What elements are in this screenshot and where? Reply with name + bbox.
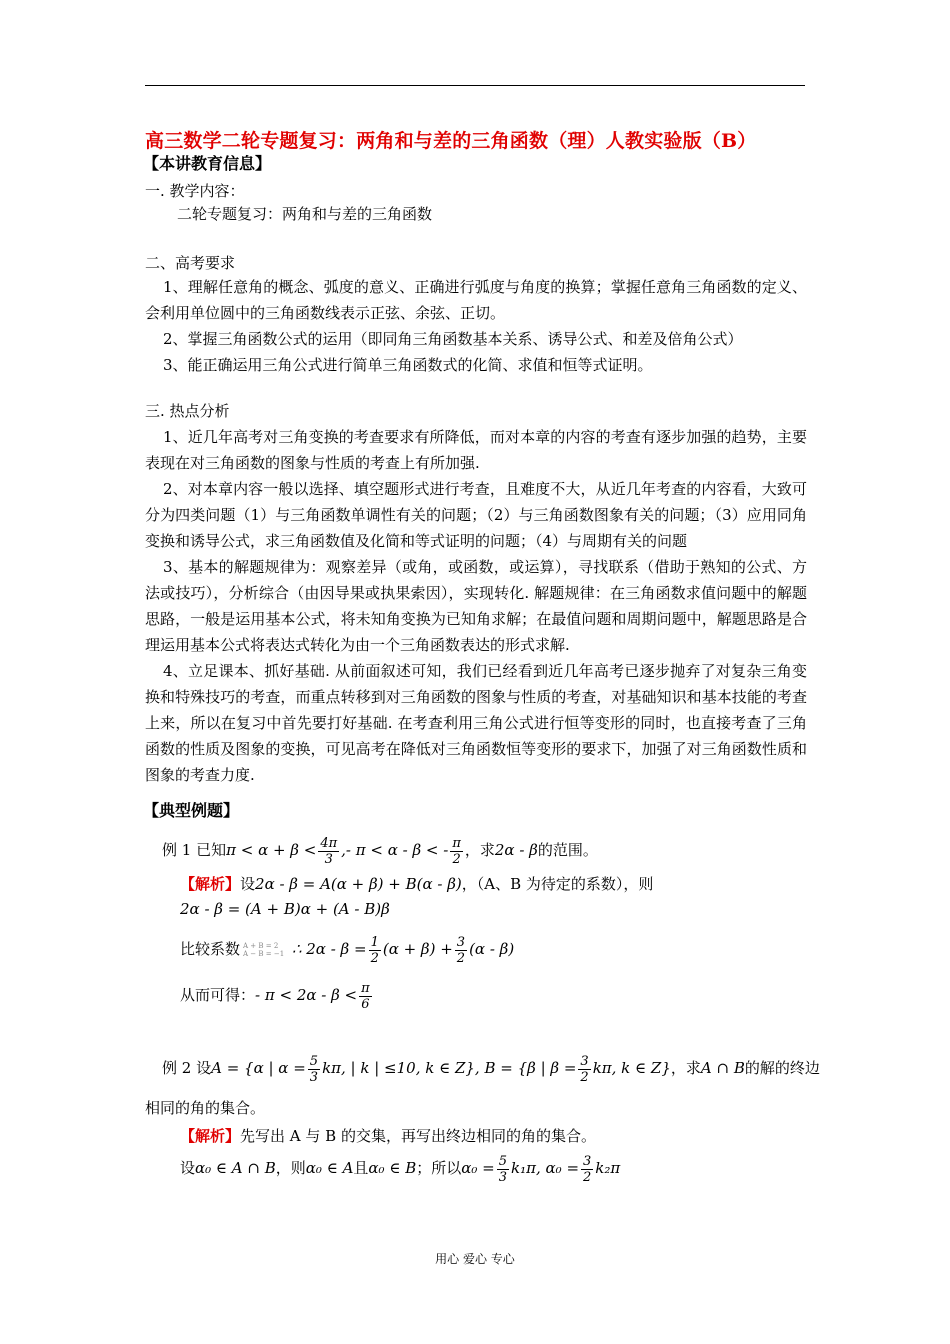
section-3-item: 4、立足课本、抓好基础. 从前面叙述可知，我们已经看到近几年高考已逐步抛弃了对复杂三角变换和特殊技巧的考查，而重点转移到对三角函数的图象与性质的考查，对基础知识和基本技能的考查上来，所以在复习中首先要打好基础. 在考查利用三角公式进行恒等变形的同时，也直接考查了三角函数的性质及图象的变换，可见高考在降低对三角函数恒等变形的要求下，加强了对三角函数性质和图象的考查力度. (145, 662, 807, 784)
example-2-text-continued: 相同的角的集合。 (145, 1099, 266, 1117)
set-a-fraction: $\frac{5}{3}$ (309, 1053, 319, 1085)
example-2-text: 的解的终边 (744, 1059, 820, 1077)
math-expression: α₀ ∈ A ∩ B (195, 1159, 276, 1177)
math-expression: α₀ = (545, 1159, 580, 1177)
example-1-condition-b: ,- π < α - β < - (341, 841, 449, 859)
example-2-solution-line-1 (180, 1126, 596, 1146)
math-expression: k₁π, (511, 1159, 541, 1177)
example-1-solution-line-2: 2α - β = (A + B)α + (A - B)β (180, 900, 390, 918)
section-2-heading: 二、高考要求 (145, 254, 236, 272)
solution-text: ，则 (275, 1159, 306, 1177)
example-1-fraction-1: $\frac{4\pi}{3}$ (320, 835, 338, 867)
set-a-definition: A = {α | α = (211, 1059, 306, 1077)
coefficient-system: A + B = 2 A − B = −1 (243, 942, 285, 958)
page-footer: 用心 爱心 专心 (435, 1252, 515, 1266)
solution-text: 且 (353, 1159, 369, 1177)
compare-label: 比较系数 (180, 940, 241, 958)
set-b-fraction: $\frac{3}{2}$ (580, 1053, 589, 1085)
term-2: (α - β) (469, 940, 515, 958)
solution-text: 设 (180, 1159, 196, 1177)
fraction-one-half: $\frac{1}{2}$ (370, 934, 379, 966)
info-heading: 【本讲教育信息】 (143, 154, 272, 173)
example-2 (162, 1050, 820, 1086)
example-1-result (180, 977, 374, 1013)
solution-text: ；所以 (416, 1159, 462, 1177)
k2-fraction: $\frac{3}{2}$ (583, 1153, 592, 1185)
math-expression: k₂π (595, 1159, 621, 1177)
section-2-item: 3、能正确运用三角公式进行简单三角函数式的化简、求值和恒等式证明。 (163, 356, 653, 374)
set-b-end: kπ, k ∈ Z} (592, 1059, 671, 1077)
math-expression: α₀ ∈ B (368, 1159, 417, 1177)
math-expression: α₀ ∈ A (305, 1159, 354, 1177)
section-3-item: 1、近几年高考对三角变换的考查要求有所降低，而对本章的内容的考查有逐步加强的趋势，主要表现在对三角函数的图象与性质的考查上有所加强. (145, 428, 807, 472)
top-rule (145, 85, 805, 86)
example-1-label: 例 1 (162, 841, 192, 859)
section-1-content: 二轮专题复习：两角和与差的三角函数 (177, 205, 433, 223)
intersection-expression: A ∩ B (700, 1059, 745, 1077)
term-1: (α + β) + (382, 940, 453, 958)
solution-text: ，（A、B 为待定的系数），则 (461, 875, 654, 893)
example-1-fraction-2: $\frac{\pi}{2}$ (452, 835, 461, 867)
example-1-text: 的范围。 (537, 841, 598, 859)
section-2-item: 1、理解任意角的概念、弧度的意义、正确进行弧度与角度的换算；掌握任意角三角函数的定义、会利用单位圆中的三角函数线表示正弦、余弦、正切。 (145, 278, 807, 322)
section-3-item: 2、对本章内容一般以选择、填空题形式进行考查，且难度不大，从近几年考查的内容看，大致可分为四类问题（1）与三角函数单调性有关的问题；（2）与三角函数图象有关的问题；（3）应用同角变换和诱导公式，求三角函数值及化简和等式证明的问题；（4）与周期有关的问题 (145, 480, 807, 550)
section-2-item: 2、掌握三角函数公式的运用（即同角三角函数基本关系、诱导公式、和差及倍角公式） (163, 330, 743, 348)
section-3-heading: 三. 热点分析 (145, 402, 230, 420)
example-2-label: 例 2 (162, 1059, 192, 1077)
result-expression: - π < 2α - β < (255, 986, 358, 1004)
examples-heading: 【典型例题】 (143, 801, 240, 820)
example-2-text: 设 (196, 1059, 212, 1077)
result-label: 从而可得： (180, 986, 256, 1004)
example-2-text: ，求 (670, 1059, 701, 1077)
example-1 (162, 832, 598, 868)
math-expression: α₀ = (461, 1159, 495, 1177)
section-3-body (145, 424, 807, 788)
solution-equation: 2α - β = A(α + β) + B(α - β) (255, 875, 462, 893)
solution-label: 【解析】 (180, 1127, 241, 1145)
page-title: 高三数学二轮专题复习：两角和与差的三角函数（理）人教实验版（B） (145, 130, 757, 152)
therefore-expression: ∴ 2α - β = (291, 940, 367, 958)
solution-label: 【解析】 (180, 875, 241, 893)
example-1-text: 已知 (196, 841, 227, 859)
section-3-item: 3、基本的解题规律为：观察差异（或角，或函数，或运算），寻找联系（借助于熟知的公式、方法或技巧），分析综合（由因导果或执果索因），实现转化. 解题规律：在三角函数求值问题中的解题思路，一般是运用基本公式，将未知角变换为已知角求解；在最值问题和周期问题中，解题思路是合理运用基本公式将表达式转化为由一个三角函数表达的形式求解. (145, 558, 807, 654)
result-fraction: $\frac{\pi}{6}$ (361, 980, 370, 1012)
solution-text: 先写出 A 与 B 的交集，再写出终边相同的角的集合。 (240, 1127, 596, 1145)
k1-fraction: $\frac{5}{3}$ (498, 1153, 508, 1185)
fraction-three-halves: $\frac{3}{2}$ (456, 934, 466, 966)
example-1-text: ，求 (464, 841, 495, 859)
example-1-solution-line-1 (180, 874, 653, 894)
solution-text: 设 (240, 875, 256, 893)
example-2-solution-line-2 (180, 1150, 620, 1186)
example-1-expression: 2α - β (494, 841, 538, 859)
section-1-heading: 一. 教学内容： (145, 182, 245, 200)
example-1-condition-a: π < α + β < (226, 841, 317, 859)
set-b-definition: kπ, | k | ≤10, k ∈ Z}, B = {β | β = (322, 1059, 577, 1077)
example-1-solution-line-3 (180, 931, 514, 967)
section-2-body (145, 274, 807, 378)
